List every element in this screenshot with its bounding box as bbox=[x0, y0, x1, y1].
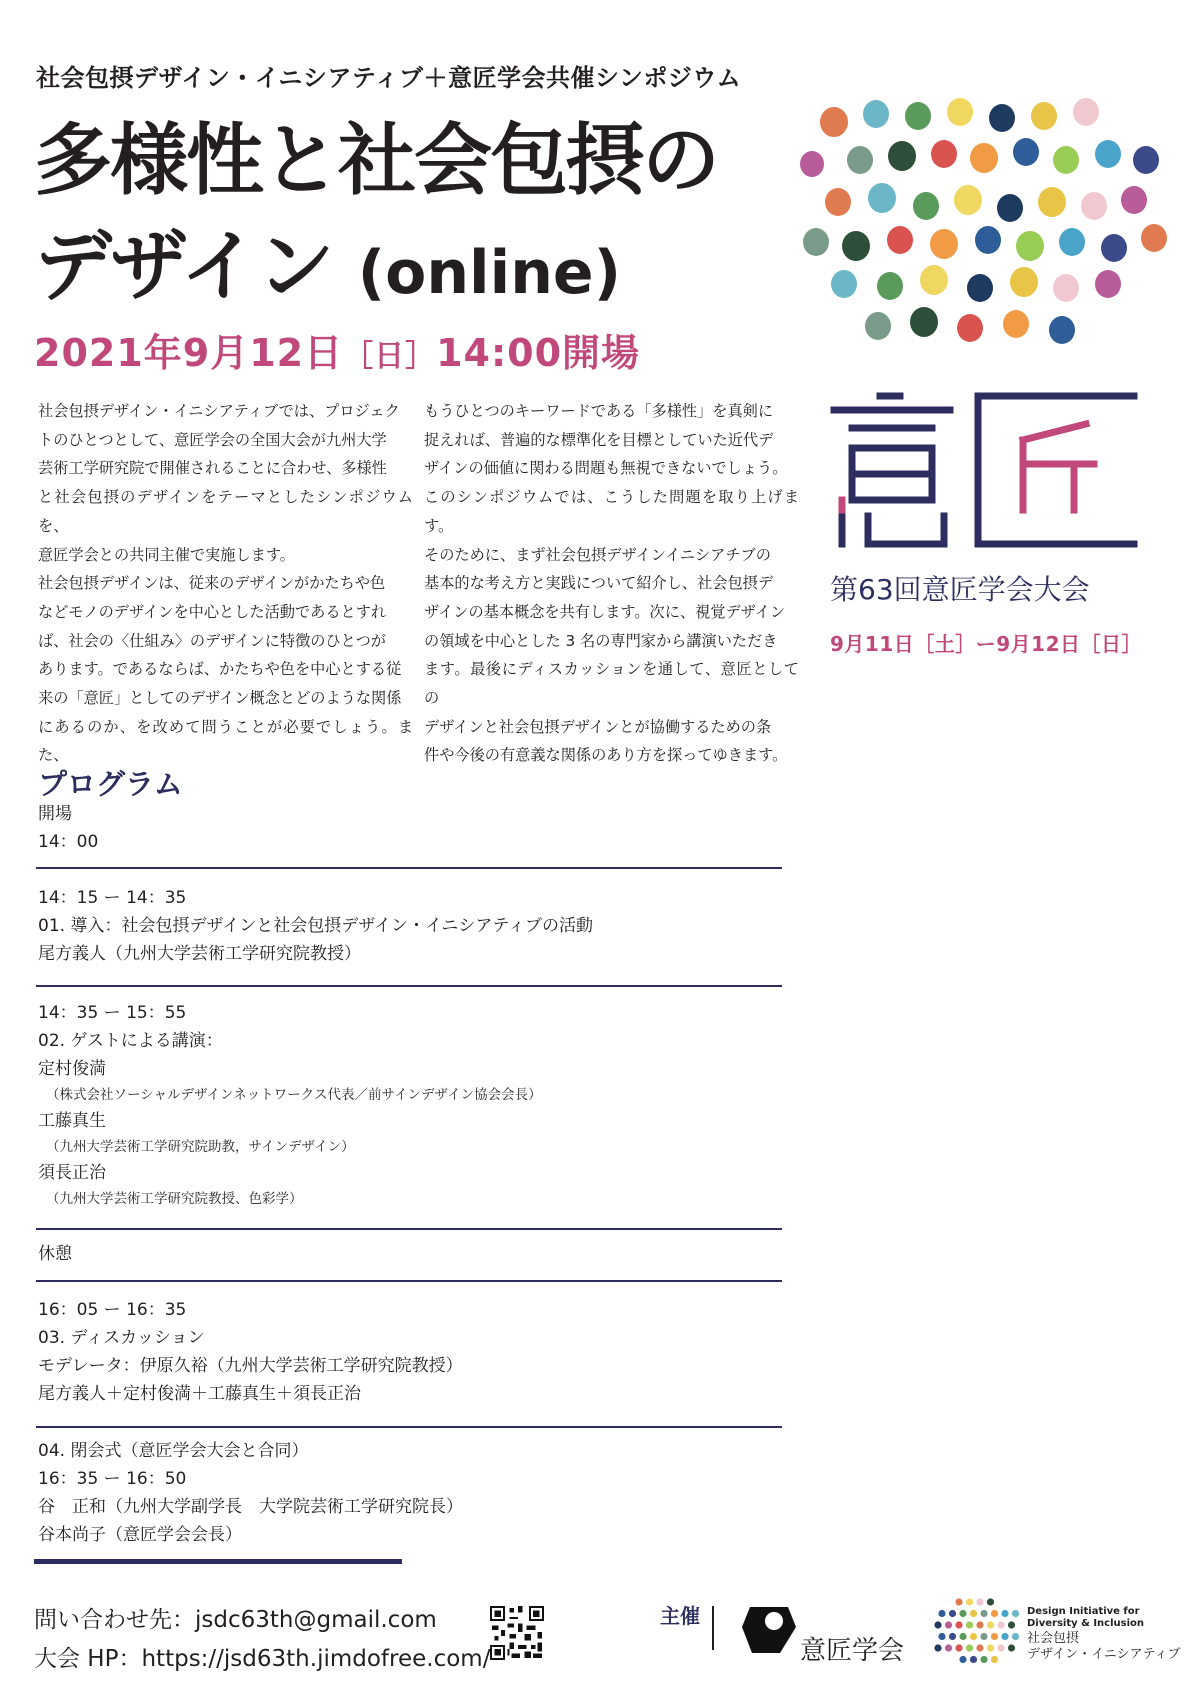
decorative-dot bbox=[800, 151, 824, 177]
sdi-japanese-name bbox=[1027, 1631, 1181, 1663]
decorative-dot bbox=[967, 274, 993, 302]
logo-dot bbox=[980, 1633, 987, 1640]
decorative-dot bbox=[1013, 138, 1039, 166]
decorative-dot bbox=[863, 100, 889, 128]
decorative-dot bbox=[820, 107, 848, 137]
program-speaker: 谷本尚子（意匠学会会長） bbox=[38, 1525, 242, 1545]
program-panelists: 尾方義人＋定村俊満＋工藤真生＋須長正治 bbox=[38, 1384, 361, 1404]
logo-dot bbox=[991, 1633, 998, 1640]
logo-dot bbox=[970, 1656, 977, 1663]
decorative-dot bbox=[1053, 146, 1079, 174]
logo-dot bbox=[987, 1644, 994, 1651]
program-time: 14：15 ー 14：35 bbox=[38, 888, 187, 908]
jssd-name: 意匠学会 bbox=[800, 1636, 905, 1666]
event-title-online: (online) bbox=[357, 238, 622, 308]
logo-dot bbox=[966, 1621, 973, 1628]
intro-line: ザインの価値に関わる問題も無視できないでしょう。 bbox=[424, 459, 788, 478]
logo-dot bbox=[997, 1621, 1004, 1628]
intro-line: にあるのか、を改めて問うことが必要でしょう。また、 bbox=[38, 717, 413, 765]
decorative-dot bbox=[825, 188, 851, 216]
sdi-english-name bbox=[1027, 1606, 1144, 1630]
speaker-name: 工藤真生 bbox=[38, 1111, 106, 1131]
program-time: 16：35 ー 16：50 bbox=[38, 1469, 187, 1489]
logo-dot bbox=[1008, 1644, 1015, 1651]
sdi-en-line: Design Initiative for bbox=[1027, 1606, 1140, 1617]
logo-dot bbox=[987, 1598, 994, 1605]
logo-dot bbox=[966, 1644, 973, 1651]
intro-line: と社会包摂のデザインをテーマとしたシンポジウムを、 bbox=[38, 488, 413, 535]
logo-dot bbox=[934, 1621, 941, 1628]
logo-dot bbox=[1012, 1610, 1019, 1617]
intro-line: ば、社会の〈仕組み〉のデザインに特徴のひとつが bbox=[38, 631, 386, 650]
isho-logo-mark bbox=[828, 392, 1140, 552]
program-item-03 bbox=[38, 1296, 780, 1408]
program-title: 03. ディスカッション bbox=[38, 1328, 205, 1348]
logo-dot bbox=[970, 1633, 977, 1640]
decorative-dot bbox=[1049, 316, 1075, 344]
decorative-dot bbox=[947, 98, 973, 126]
logo-dot bbox=[1001, 1610, 1008, 1617]
break-label: 休憩 bbox=[38, 1244, 72, 1264]
decorative-dot bbox=[970, 143, 998, 173]
logo-dot bbox=[938, 1633, 945, 1640]
decorative-dot bbox=[930, 229, 958, 259]
decorative-dot bbox=[954, 185, 982, 215]
decorative-dot bbox=[847, 146, 873, 174]
logo-dot bbox=[997, 1644, 1004, 1651]
decorative-dot bbox=[1095, 140, 1121, 168]
decorative-dot bbox=[920, 265, 948, 295]
sdi-en-line: Diversity & Inclusion bbox=[1027, 1618, 1145, 1629]
jssd-logo-icon bbox=[740, 1605, 798, 1655]
decorative-dot bbox=[1073, 98, 1099, 126]
intro-line: ます。最後にディスカッションを通して、意匠としての bbox=[424, 660, 799, 708]
decorative-dot bbox=[910, 307, 938, 337]
logo-dot bbox=[991, 1610, 998, 1617]
qr-code-icon bbox=[490, 1606, 544, 1660]
logo-dot bbox=[955, 1644, 962, 1651]
event-subtitle: 社会包摂デザイン・イニシアティブ＋意匠学会共催シンポジウム bbox=[36, 64, 742, 92]
event-title-main: デザイン bbox=[34, 222, 333, 312]
sdi-ja-line: デザイン・イニシアティブ bbox=[1027, 1647, 1181, 1662]
logo-dot bbox=[949, 1610, 956, 1617]
logo-dot bbox=[976, 1644, 983, 1651]
speaker-name: 須長正治 bbox=[38, 1163, 106, 1183]
program-item-01 bbox=[38, 884, 780, 968]
speaker-affiliation: （九州大学芸術工学研究院教授、色彩学） bbox=[46, 1191, 303, 1207]
intro-line: デザインと社会包摂デザインとが協働するための条 bbox=[424, 717, 772, 736]
decorative-dot bbox=[868, 183, 896, 213]
intro-line: 社会包摂デザイン・イニシアティブでは、プロジェク bbox=[38, 402, 400, 420]
contact-email[interactable]: 問い合わせ先：jsdc63th@gmail.com bbox=[34, 1607, 437, 1633]
decorative-dot bbox=[803, 228, 829, 256]
decorative-dot bbox=[842, 231, 870, 261]
intro-line: 捉えれば、普遍的な標準化を目標としていた近代デ bbox=[424, 430, 774, 449]
program-title: 01. 導入：社会包摂デザインと社会包摂デザイン・イニシアティブの活動 bbox=[38, 916, 594, 936]
decorative-dot bbox=[1141, 224, 1167, 252]
decorative-dot bbox=[1010, 267, 1038, 297]
decorative-dot bbox=[1121, 186, 1147, 214]
intro-line: トのひとつとして、意匠学会の全国大会が九州大学 bbox=[38, 430, 387, 449]
decorative-dot bbox=[877, 272, 903, 300]
conference-name: 第63回意匠学会大会 bbox=[830, 573, 1090, 606]
program-title: 04. 閉会式（意匠学会大会と合同） bbox=[38, 1441, 309, 1461]
decorative-dot bbox=[1059, 228, 1085, 256]
logo-dot bbox=[955, 1598, 962, 1605]
program-time: 16：05 ー 16：35 bbox=[38, 1300, 187, 1320]
intro-line: あります。であるならば、かたちや色を中心とする従 bbox=[38, 660, 402, 679]
intro-line: 件や今後の有意義な関係のあり方を探ってゆきます。 bbox=[424, 746, 788, 765]
logo-dot bbox=[945, 1644, 952, 1651]
speaker-name: 定村俊満 bbox=[38, 1059, 106, 1079]
logo-dot bbox=[1008, 1621, 1015, 1628]
intro-column-2 bbox=[424, 397, 799, 770]
decorative-dot bbox=[1081, 192, 1107, 220]
logo-dot bbox=[980, 1656, 987, 1663]
logo-dot bbox=[987, 1621, 994, 1628]
homepage-url[interactable]: 大会 HP：https://jsd63th.jimdofree.com/ bbox=[34, 1646, 491, 1672]
decorative-dot bbox=[1031, 102, 1057, 130]
decorative-dot-cluster bbox=[790, 92, 1170, 392]
program-heading: プログラム bbox=[38, 767, 183, 801]
decorative-dot bbox=[1053, 274, 1079, 302]
logo-dot bbox=[959, 1656, 966, 1663]
decorative-dot bbox=[887, 226, 913, 254]
intro-line: ザインの基本概念を共有します。次に、視覚デザイン bbox=[424, 602, 786, 621]
sdi-logo-icon bbox=[930, 1594, 1020, 1666]
program-line: 14：00 bbox=[38, 832, 99, 852]
intro-line: などモノのデザインを中心とした活動であるとすれ bbox=[38, 602, 387, 621]
divider bbox=[36, 1228, 782, 1230]
decorative-dot bbox=[913, 192, 939, 220]
speaker-affiliation: （株式会社ソーシャルデザインネットワークス代表／前サインデザイン協会会長） bbox=[46, 1087, 542, 1103]
decorative-dot bbox=[1038, 187, 1066, 217]
program-moderator: モデレータ：伊原久裕（九州大学芸術工学研究院教授） bbox=[38, 1356, 463, 1376]
logo-dot bbox=[934, 1644, 941, 1651]
logo-dot bbox=[976, 1621, 983, 1628]
decorative-dot bbox=[865, 312, 891, 340]
logo-dot bbox=[959, 1610, 966, 1617]
intro-line: 来の「意匠」としてのデザイン概念とどのような関係 bbox=[38, 689, 402, 708]
logo-dot bbox=[955, 1621, 962, 1628]
program-speaker: 尾方義人（九州大学芸術工学研究院教授） bbox=[38, 944, 361, 964]
divider bbox=[36, 985, 782, 987]
event-title-line2 bbox=[34, 222, 622, 312]
logo-dot bbox=[949, 1633, 956, 1640]
logo-dot bbox=[980, 1610, 987, 1617]
decorative-dot bbox=[1095, 270, 1121, 298]
program-item-04 bbox=[38, 1437, 780, 1549]
decorative-dot bbox=[957, 314, 983, 342]
program-speaker: 谷 正和（九州大学副学長 大学院芸術工学研究院長） bbox=[38, 1497, 463, 1517]
speaker-affiliation: （九州大学芸術工学研究院助教，サインデザイン） bbox=[46, 1139, 355, 1155]
logo-dot bbox=[966, 1598, 973, 1605]
intro-line: 芸術工学研究院で開催されることに合わせ、多様性 bbox=[38, 459, 387, 478]
program-line: 開場 bbox=[38, 804, 72, 824]
decorative-dot bbox=[931, 140, 957, 168]
intro-line: 意匠学会との共同主催で実施します。 bbox=[38, 545, 295, 564]
program-time: 14：35 ー 15：55 bbox=[38, 1003, 187, 1023]
program-item-02 bbox=[38, 999, 780, 1211]
logo-dot bbox=[959, 1633, 966, 1640]
intro-line: そのために、まず社会包摂デザインイニシアチブの bbox=[424, 545, 771, 564]
decorative-dot bbox=[989, 104, 1015, 132]
intro-column-1 bbox=[38, 397, 413, 770]
logo-dot bbox=[938, 1610, 945, 1617]
event-title-line1: 多様性と社会包摂の bbox=[34, 116, 719, 206]
intro-line: の領域を中心とした 3 名の専門家から講演いただき bbox=[424, 631, 778, 650]
event-date bbox=[34, 322, 640, 377]
sdi-ja-line: 社会包摂 bbox=[1027, 1631, 1080, 1646]
logo-dot bbox=[991, 1656, 998, 1663]
decorative-dot bbox=[1101, 234, 1127, 262]
intro-line: 基本的な考え方と実践について紹介し、社会包摂デ bbox=[424, 574, 774, 593]
logo-dot bbox=[1012, 1633, 1019, 1640]
decorative-dot bbox=[997, 194, 1023, 222]
logo-dot bbox=[976, 1598, 983, 1605]
section-end-bar bbox=[34, 1559, 402, 1564]
program-opening bbox=[38, 800, 780, 856]
decorative-dot bbox=[888, 141, 916, 171]
decorative-dot bbox=[1003, 310, 1029, 338]
date-main: 2021年9月12日 bbox=[34, 331, 344, 375]
intro-line: もうひとつのキーワードである「多様性」を真剣に bbox=[424, 402, 774, 420]
intro-line: このシンポジウムでは、こうした問題を取り上げます。 bbox=[424, 488, 799, 535]
decorative-dot bbox=[1133, 146, 1159, 174]
divider bbox=[36, 1280, 782, 1282]
intro-line: 社会包摂デザインは、従来のデザインがかたちや色 bbox=[38, 574, 386, 593]
divider bbox=[36, 867, 782, 869]
logo-dot bbox=[970, 1610, 977, 1617]
logo-dot bbox=[945, 1621, 952, 1628]
decorative-dot bbox=[1016, 231, 1044, 261]
decorative-dot bbox=[975, 226, 1001, 254]
host-separator bbox=[712, 1606, 714, 1650]
program-title: 02. ゲストによる講演： bbox=[38, 1031, 223, 1051]
decorative-dot bbox=[905, 102, 931, 130]
decorative-dot bbox=[831, 270, 857, 298]
host-label: 主催 bbox=[660, 1604, 700, 1628]
conference-dates: 9月11日［土］ー9月12日［日］ bbox=[830, 632, 1142, 656]
divider bbox=[36, 1426, 782, 1428]
program-break bbox=[38, 1240, 780, 1268]
logo-dot bbox=[1001, 1633, 1008, 1640]
date-day: ［日］ bbox=[343, 339, 437, 374]
date-time: 14:00開場 bbox=[436, 331, 641, 375]
